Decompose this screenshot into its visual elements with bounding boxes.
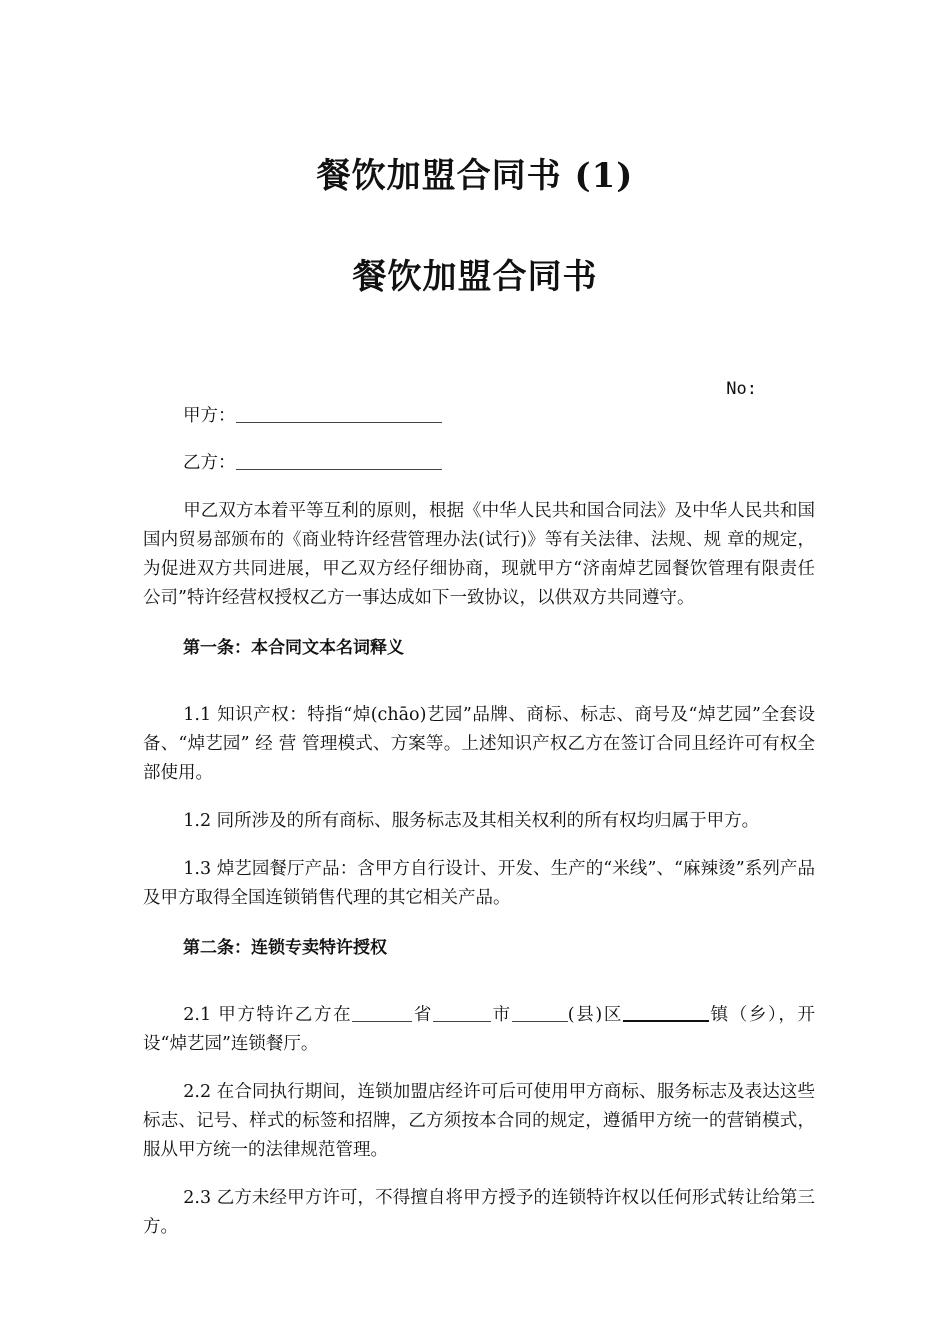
document-subtitle: 餐饮加盟合同书 (352, 257, 598, 297)
clause-1-1: 1.1 知识产权：特指“焯(chāo)艺园”品牌、商标、标志、商号及“焯艺园”全套设备、“焯艺园” 经 营 管理模式、方案等。上述知识产权乙方在签订合同且经许可有权全部使用。 (143, 705, 815, 783)
document-title: 餐饮加盟合同书 (1) (316, 156, 634, 196)
clause-1-2: 1.2 同所涉及的所有商标、服务标志及其相关权利的所有权均归属于甲方。 (183, 811, 760, 831)
province-blank (352, 1003, 412, 1022)
party-a-line (143, 402, 815, 431)
clause-1-3: 1.3 焯艺园餐厅产品：含甲方自行设计、开发、生产的“米线”、“麻辣烫”系列产品及甲方取得全国连锁销售代理的其它相关产品。 (143, 859, 815, 908)
province-label: 省 (412, 1005, 433, 1025)
contract-number: No: (726, 379, 757, 399)
clause-2-3: 2.3 乙方未经甲方许可，不得擅自将甲方授予的连锁特许权以任何形式转让给第三方。 (143, 1188, 815, 1237)
city-blank (433, 1003, 491, 1022)
county-label: (县)区 (567, 1005, 623, 1025)
article-1-heading: 第一条：本合同文本名词释义 (183, 638, 404, 658)
party-b-blank (236, 451, 442, 470)
clause-2-1-lead: 2.1 甲方特许乙方在 (183, 1005, 353, 1025)
clause-2-1-tail: 镇（乡），开设“焯艺园”连锁餐厅。 (143, 1005, 816, 1054)
county-blank (512, 1003, 568, 1022)
intro-paragraph: 甲乙双方本着平等互利的原则，根据《中华人民共和国合同法》及中华人民共和国国内贸易部颁布的《商业特许经营管理办法(试行)》等有关法律、法规、规 章的规定，为促进双方共同进展，甲乙双方经仔细协商，现就甲方“济南焯艺园餐饮管理有限责任公司”特许经营权授权乙方一事达成如下一致协议，以供双方共同遵守。 (143, 501, 815, 608)
clause-2-1 (143, 1001, 815, 1059)
party-a-blank (236, 404, 442, 423)
article-2-heading: 第二条：连锁专卖特许授权 (183, 938, 387, 958)
document-body (143, 376, 815, 1242)
city-label: 市 (491, 1005, 512, 1025)
town-blank (623, 1002, 709, 1022)
clause-2-2: 2.2 在合同执行期间，连锁加盟店经许可后可使用甲方商标、服务标志及表达这些标志、记号、样式的标签和招牌，乙方须按本合同的规定，遵循甲方统一的营销模式，服从甲方统一的法律规范管理。 (143, 1082, 815, 1160)
party-b-line (143, 449, 815, 478)
party-b-label: 乙方： (183, 453, 236, 473)
party-a-label: 甲方： (183, 406, 236, 426)
